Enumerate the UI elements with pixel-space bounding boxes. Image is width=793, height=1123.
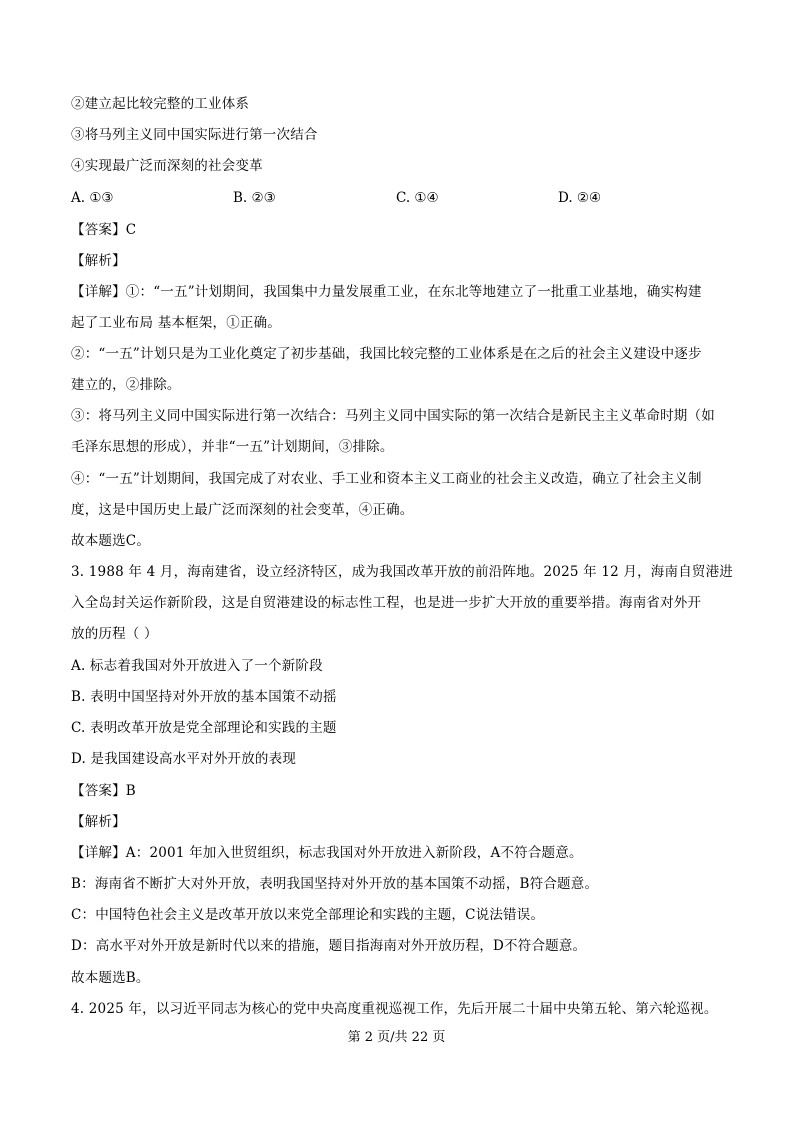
q3-option-a: A. 标志着我国对外开放进入了一个新阶段 xyxy=(71,658,323,674)
q3-detail-line: D：高水平对外开放是新时代以来的措施，题目指海南对外开放历程，D不符合题意。 xyxy=(71,938,587,954)
q2-detail-line: ④：“一五”计划期间，我国完成了对农业、手工业和资本主义工商业的社会主义改造，确立了社会主义制 xyxy=(71,471,702,487)
q2-detail-line: 建立的，②排除。 xyxy=(71,377,181,393)
q4-stem-line: 4. 2025 年，以习近平同志为核心的党中央高度重视巡视工作，先后开展二十届中央第五轮、第六轮巡视。 xyxy=(71,1001,718,1017)
q2-option-d: D. ②④ xyxy=(558,190,602,206)
q3-detail-line: C：中国特色社会主义是改革开放以来党全部理论和实践的主题，C说法错误。 xyxy=(71,907,545,923)
q2-detail-line: 起了工业布局 基本框架，①正确。 xyxy=(71,315,281,331)
q2-detail-line: 【详解】①：“一五”计划期间，我国集中力量发展重工业，在东北等地建立了一批重工业基地，确实构建 xyxy=(71,284,702,300)
q2-detail-line: ③：将马列主义同中国实际进行第一次结合：马列主义同中国实际的第一次结合是新民主主义革命时期（如 xyxy=(71,408,715,424)
q3-stem-line: 3. 1988 年 4 月，海南建省，设立经济特区，成为我国改革开放的前沿阵地。2025 年 12 月，海南自贸港进 xyxy=(71,564,733,580)
q3-answer: 【答案】B xyxy=(71,783,136,799)
q2-option-b: B. ②③ xyxy=(233,190,276,206)
q3-detail-line: 【详解】A：2001 年加入世贸组织，标志我国对外开放进入新阶段，A不符合题意。 xyxy=(71,845,583,861)
q2-conclusion: 故本题选C。 xyxy=(71,533,151,549)
q2-analysis-label: 【解析】 xyxy=(71,253,126,269)
q2-detail-line: 度，这是中国历史上最广泛而深刻的社会变革，④正确。 xyxy=(71,502,414,518)
q3-option-d: D. 是我国建设高水平对外开放的表现 xyxy=(71,751,297,767)
q2-answer: 【答案】C xyxy=(71,222,137,238)
q2-option-a: A. ①③ xyxy=(71,190,114,206)
q3-option-c: C. 表明改革开放是党全部理论和实践的主题 xyxy=(71,720,337,736)
q3-stem-line: 放的历程（ ） xyxy=(71,626,158,642)
q3-stem-line: 入全岛封关运作新阶段，这是自贸港建设的标志性工程，也是进一步扩大开放的重要举措。海南省对外开 xyxy=(71,595,702,611)
page-number-footer: 第 2 页/共 22 页 xyxy=(347,1030,446,1045)
q2-item-4: ④实现最广泛而深刻的社会变革 xyxy=(71,158,263,174)
q2-detail-line: ②：“一五”计划只是为工业化奠定了初步基础，我国比较完整的工业体系是在之后的社会主义建设中逐步 xyxy=(71,346,702,362)
q2-option-c: C. ①④ xyxy=(396,190,439,206)
q2-item-2: ②建立起比较完整的工业体系 xyxy=(71,96,250,112)
q3-detail-line: B：海南省不断扩大对外开放，表明我国坚持对外开放的基本国策不动摇，B符合题意。 xyxy=(71,876,599,892)
q2-detail-line: 毛泽东思想的形成），并非“一五”计划期间，③排除。 xyxy=(71,439,394,455)
q3-option-b: B. 表明中国坚持对外开放的基本国策不动摇 xyxy=(71,689,337,705)
q2-item-3: ③将马列主义同中国实际进行第一次结合 xyxy=(71,127,318,143)
q3-analysis-label: 【解析】 xyxy=(71,814,126,830)
q3-conclusion: 故本题选B。 xyxy=(71,970,150,986)
